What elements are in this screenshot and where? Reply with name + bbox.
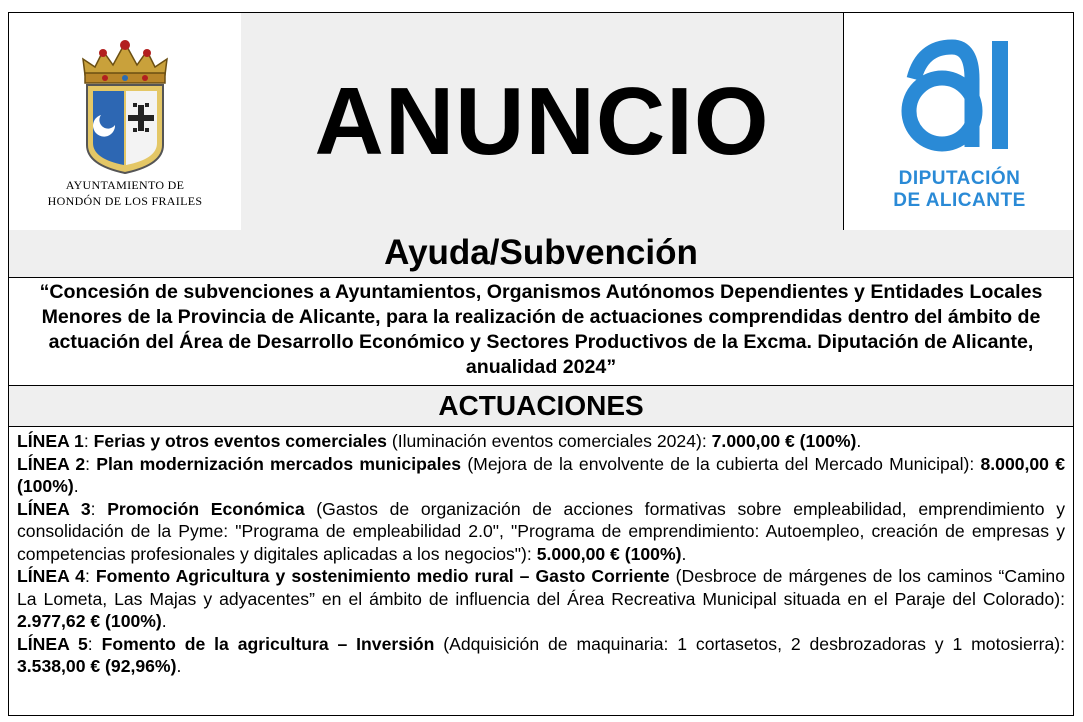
linea-item — [17, 498, 1065, 566]
subtitle-band — [9, 230, 1073, 278]
linea-title: Promoción Económica — [107, 498, 305, 519]
linea-amount: 2.977,62 € (100%) — [17, 611, 162, 631]
linea-amount: 5.000,00 € (100%) — [536, 543, 682, 564]
actuaciones-heading: ACTUACIONES — [438, 390, 644, 421]
linea-title: Plan modernización mercados municipales — [96, 453, 462, 474]
linea-label: LÍNEA 3 — [17, 498, 91, 519]
linea-label: LÍNEA 1 — [17, 431, 84, 451]
municipality-name-line1: AYUNTAMIENTO DE — [65, 178, 185, 192]
coat-of-arms-icon — [77, 35, 173, 175]
subtitle: Ayuda/Subvención — [384, 233, 698, 272]
linea-item — [17, 430, 1065, 453]
diputacion-name-line2: DE ALICANTE — [893, 190, 1026, 211]
linea-item — [17, 633, 1065, 678]
lineas-list — [9, 427, 1073, 678]
municipality-logo — [9, 13, 242, 230]
linea-end: . — [73, 476, 79, 496]
linea-desc: (Gastos de organización de acciones formativas sobre empleabilidad, emprendimiento y consolidación de la Pyme: "Programa de empleabilidad 2.0", "Programa de emprendimiento: Autoempleo, creación de empresas y competencias profesionales y digitales aplicadas a los negocios"): — [17, 498, 1065, 564]
linea-title: Fomento de la agricultura – Inversión — [101, 633, 435, 654]
linea-desc: (Desbroce de márgenes de los caminos “Camino La Lometa, Las Majas y adyacentes” en el ámbito de influencia del Área Recreativa Municipal situada en el Paraje del Colorado): — [17, 566, 1065, 609]
linea-sep: : — [87, 633, 102, 654]
linea-desc: (Iluminación eventos comerciales 2024): — [386, 431, 712, 451]
linea-label: LÍNEA 5 — [17, 633, 88, 654]
linea-label: LÍNEA 4 — [17, 566, 85, 586]
header — [9, 13, 1073, 231]
diputacion-name-line1: DIPUTACIÓN — [898, 168, 1021, 189]
announcement-document — [8, 12, 1074, 716]
municipality-name-line2: HONDÓN DE LOS FRAILES — [47, 194, 203, 208]
diputacion-al-mark-icon — [900, 39, 1020, 157]
linea-sep: : — [90, 498, 108, 519]
actuaciones-band — [9, 386, 1073, 427]
linea-end: . — [161, 611, 167, 631]
linea-desc: (Adquisición de maquinaria: 1 cortasetos, 2 desbrozadoras y 1 motosierra): — [434, 633, 1065, 654]
linea-item — [17, 565, 1065, 633]
linea-sep: : — [84, 566, 96, 586]
linea-sep: : — [83, 431, 94, 451]
linea-desc: (Mejora de la envolvente de la cubierta del Mercado Municipal): — [461, 453, 981, 474]
page-title: ANUNCIO — [314, 67, 770, 175]
linea-end: . — [681, 543, 687, 564]
linea-amount: 8.000,00 € (100%) — [17, 453, 1065, 496]
diputacion-logo — [844, 13, 1075, 230]
linea-item — [17, 453, 1065, 498]
linea-label: LÍNEA 2 — [17, 453, 86, 474]
linea-sep: : — [85, 453, 97, 474]
linea-amount: 3.538,00 € (92,96%) — [17, 656, 177, 676]
title-box — [241, 13, 844, 230]
linea-end: . — [176, 656, 182, 676]
concesion-text: “Concesión de subvenciones a Ayuntamientos, Organismos Autónomos Dependientes y Entidades Locales Menores de la Provincia de Alicante, para la realización de actuaciones comprendidas dentro del ámbito de actuación del Área de Desarrollo Económico y Sectores Productivos de la Excma. Diputación de Alicante, anualidad 2024” — [9, 277, 1073, 386]
linea-amount: 7.000,00 € (100%) — [711, 431, 857, 451]
linea-end: . — [856, 431, 862, 451]
linea-title: Ferias y otros eventos comerciales — [93, 431, 387, 451]
linea-title: Fomento Agricultura y sostenimiento medio rural – Gasto Corriente — [95, 566, 670, 586]
